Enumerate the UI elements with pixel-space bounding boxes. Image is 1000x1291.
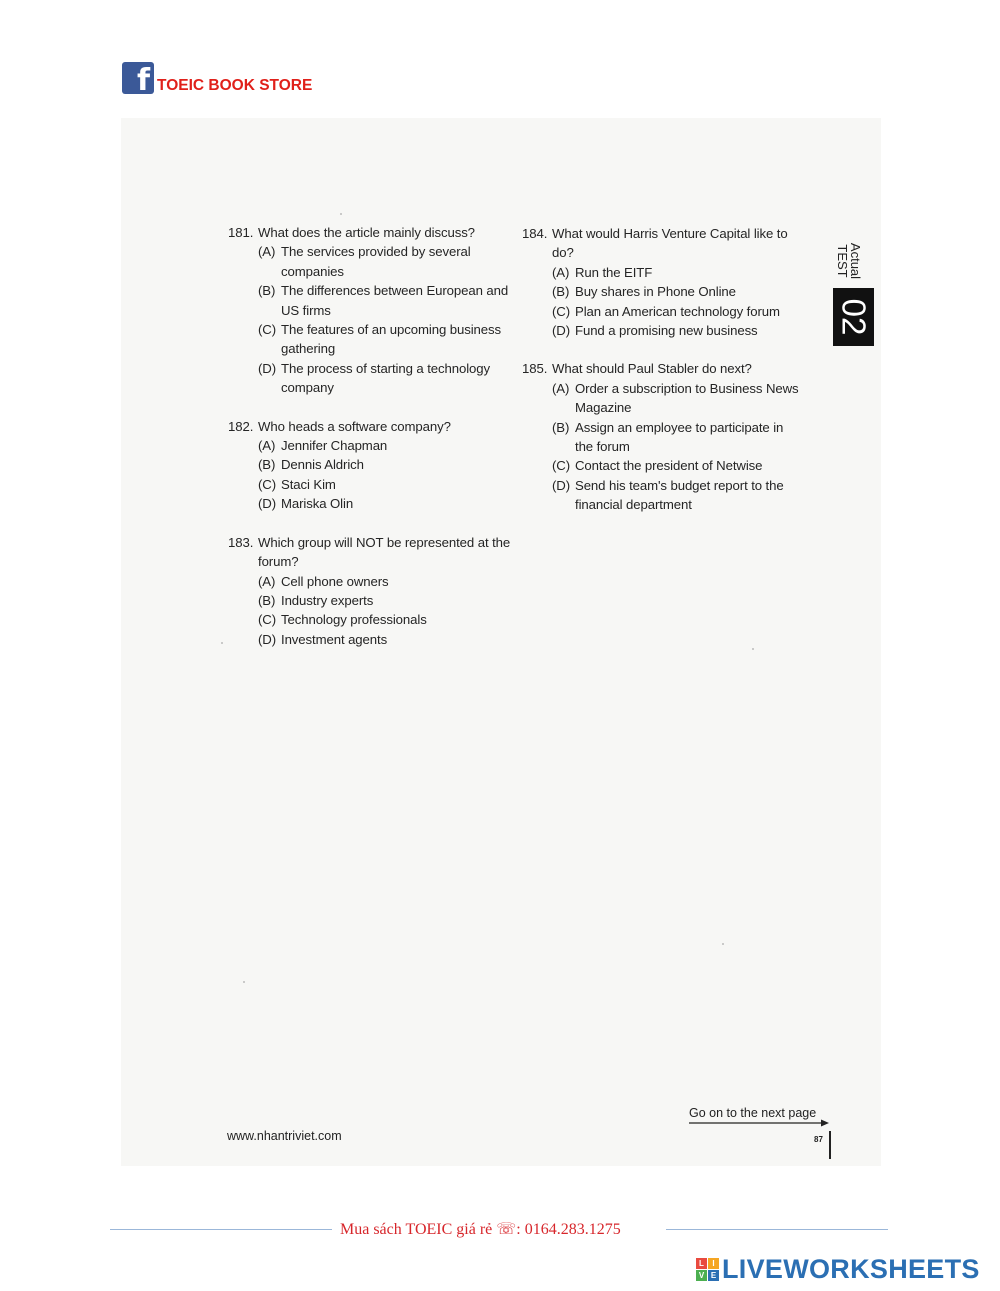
option-text: Cell phone owners bbox=[281, 573, 389, 589]
answer-option bbox=[522, 476, 804, 515]
option-text: Run the EITF bbox=[575, 264, 653, 280]
side-tab-number: 02 bbox=[835, 298, 873, 336]
option-text: The services provided by several companies bbox=[281, 244, 471, 279]
option-text: Industry experts bbox=[281, 592, 374, 608]
facebook-icon: f bbox=[122, 62, 154, 94]
scan-speck bbox=[340, 213, 342, 215]
question-stem bbox=[522, 224, 804, 263]
option-text: Buy shares in Phone Online bbox=[575, 284, 736, 300]
option-text: The differences between European and US firms bbox=[281, 283, 509, 318]
question-item bbox=[228, 417, 518, 514]
answer-option bbox=[522, 418, 804, 457]
answer-option bbox=[522, 282, 804, 301]
option-text: Technology professionals bbox=[281, 612, 427, 628]
answer-option bbox=[228, 630, 518, 649]
option-letter: (C) bbox=[258, 612, 277, 628]
next-page-note: Go on to the next page bbox=[689, 1106, 817, 1120]
side-tab-label-line2: TEST bbox=[835, 244, 850, 278]
question-number: 185. bbox=[522, 361, 548, 377]
option-letter: (B) bbox=[552, 419, 570, 435]
option-text: Mariska Olin bbox=[281, 496, 354, 512]
option-letter: (C) bbox=[552, 458, 571, 474]
answer-option bbox=[522, 456, 804, 475]
answer-option bbox=[522, 302, 804, 321]
option-text: Contact the president of Netwise bbox=[575, 458, 763, 474]
question-number: 182. bbox=[228, 418, 254, 434]
option-letter: (A) bbox=[552, 380, 570, 396]
option-letter: (C) bbox=[258, 476, 277, 492]
question-text: What should Paul Stabler do next? bbox=[552, 361, 752, 377]
option-text: Investment agents bbox=[281, 631, 388, 647]
answer-option bbox=[228, 455, 518, 474]
site-url: www.nhantriviet.com bbox=[227, 1129, 342, 1143]
option-letter: (C) bbox=[552, 303, 571, 319]
answer-option bbox=[228, 436, 518, 455]
left-question-column bbox=[228, 223, 518, 668]
option-text: Send his team's budget report to the financial department bbox=[575, 477, 784, 513]
liveworksheets-logo[interactable] bbox=[696, 1255, 980, 1283]
logo-block: V bbox=[696, 1270, 707, 1281]
answer-option bbox=[522, 379, 804, 418]
question-item bbox=[228, 533, 518, 649]
scan-speck bbox=[221, 642, 223, 644]
scan-speck bbox=[752, 648, 754, 650]
question-stem bbox=[228, 533, 518, 572]
option-text: Assign an employee to participate in the forum bbox=[575, 419, 784, 455]
answer-option bbox=[522, 263, 804, 282]
question-number: 184. bbox=[522, 226, 548, 241]
option-text: The process of starting a technology company bbox=[281, 360, 490, 396]
option-letter: (A) bbox=[258, 438, 276, 454]
question-number: 181. bbox=[228, 225, 254, 240]
answer-option bbox=[522, 321, 804, 340]
question-stem bbox=[228, 223, 518, 242]
option-text: Jennifer Chapman bbox=[281, 438, 388, 454]
right-question-column bbox=[522, 224, 804, 534]
answer-option bbox=[228, 610, 518, 629]
promo-text: Mua sách TOEIC giá rẻ ☏: 0164.283.1275 bbox=[340, 1221, 621, 1238]
answer-option bbox=[228, 572, 518, 591]
question-text: Who heads a software company? bbox=[258, 418, 451, 434]
side-tab-label bbox=[820, 242, 862, 280]
answer-option bbox=[228, 242, 518, 281]
answer-option bbox=[228, 359, 518, 398]
logo-text: LIVEWORKSHEETS bbox=[722, 1254, 980, 1284]
question-item bbox=[522, 359, 804, 514]
option-text: Dennis Aldrich bbox=[281, 457, 364, 473]
option-letter: (D) bbox=[258, 631, 277, 647]
footer-rule-left bbox=[110, 1229, 332, 1230]
answer-option bbox=[228, 320, 518, 359]
logo-block: L bbox=[696, 1258, 707, 1269]
question-item bbox=[522, 224, 804, 340]
option-letter: (D) bbox=[552, 323, 571, 339]
option-letter: (A) bbox=[552, 264, 570, 280]
question-stem bbox=[228, 417, 518, 436]
option-letter: (B) bbox=[552, 284, 570, 300]
question-item bbox=[228, 223, 518, 398]
arrow-right-icon bbox=[689, 1119, 829, 1127]
page-number-rule bbox=[829, 1131, 831, 1159]
question-text: What does the article mainly discuss? bbox=[258, 225, 475, 240]
option-letter: (D) bbox=[258, 496, 277, 512]
option-text: Plan an American technology forum bbox=[575, 303, 780, 319]
option-text: Order a subscription to Business News Magazine bbox=[575, 380, 799, 416]
answer-option bbox=[228, 281, 518, 320]
option-letter: (B) bbox=[258, 592, 276, 608]
option-letter: (D) bbox=[552, 477, 571, 493]
scan-speck bbox=[722, 943, 724, 945]
question-stem bbox=[522, 359, 804, 378]
option-text: The features of an upcoming business gathering bbox=[281, 322, 501, 357]
logo-blocks-icon bbox=[696, 1258, 719, 1281]
option-letter: (C) bbox=[258, 322, 277, 338]
option-letter: (D) bbox=[258, 360, 277, 376]
option-letter: (B) bbox=[258, 457, 276, 473]
answer-option bbox=[228, 591, 518, 610]
brand-name: TOEIC BOOK STORE bbox=[157, 77, 313, 94]
footer-rule-right bbox=[666, 1229, 888, 1230]
answer-option bbox=[228, 475, 518, 494]
option-letter: (A) bbox=[258, 244, 276, 260]
question-text: What would Harris Venture Capital like to do? bbox=[552, 226, 788, 261]
option-text: Staci Kim bbox=[281, 476, 336, 492]
question-number: 183. bbox=[228, 534, 254, 550]
page-number: 87 bbox=[814, 1135, 823, 1144]
logo-block: I bbox=[708, 1258, 719, 1269]
logo-block: E bbox=[708, 1270, 719, 1281]
option-letter: (B) bbox=[258, 283, 276, 299]
option-text: Fund a promising new business bbox=[575, 323, 758, 339]
question-text: Which group will NOT be represented at the forum? bbox=[258, 534, 511, 570]
side-tab-number-box bbox=[833, 288, 874, 346]
side-tab-label-line1: Actual bbox=[848, 242, 863, 280]
answer-option bbox=[228, 494, 518, 513]
scan-speck bbox=[243, 981, 245, 983]
option-letter: (A) bbox=[258, 573, 276, 589]
